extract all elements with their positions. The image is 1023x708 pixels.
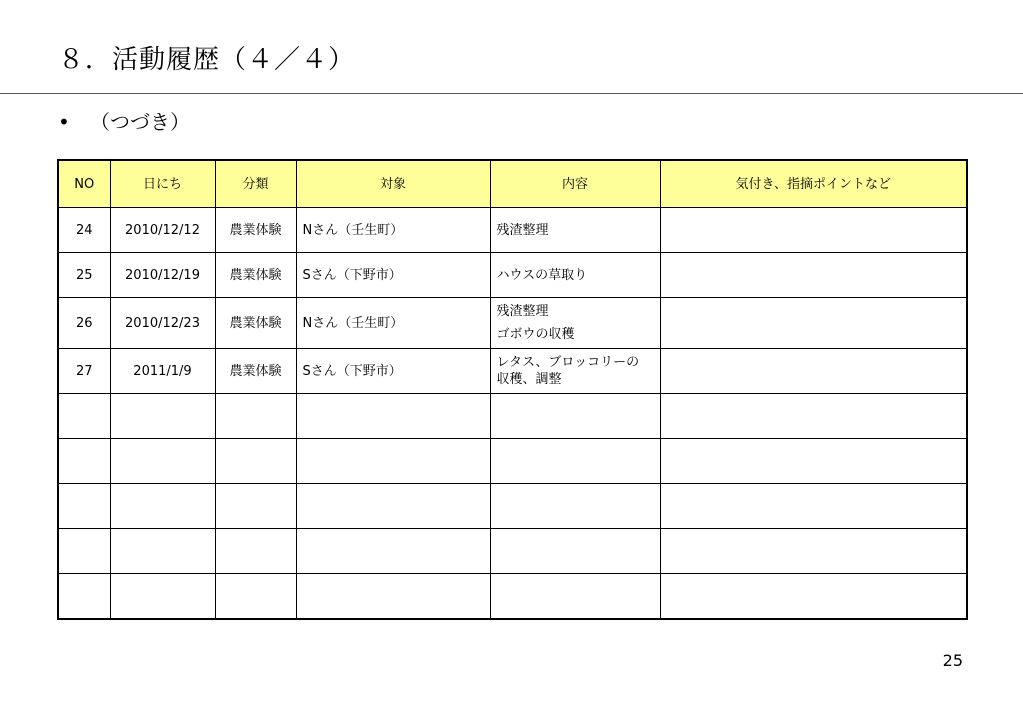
title-divider	[0, 93, 1023, 94]
bullet-item	[58, 108, 190, 136]
empty-table-row	[58, 574, 967, 619]
cell-date: 2011/1/9	[110, 349, 215, 394]
cell-target: Sさん（下野市）	[296, 349, 490, 394]
cell-category: 農業体験	[215, 208, 296, 253]
content-line: 残渣整理	[496, 222, 549, 238]
cell-no: 26	[58, 298, 110, 349]
header-notes: 気付き、指摘ポイントなど	[660, 160, 967, 208]
cell-content	[490, 298, 660, 349]
cell-category: 農業体験	[215, 253, 296, 298]
cell-date: 2010/12/19	[110, 253, 215, 298]
cell-no: 24	[58, 208, 110, 253]
empty-table-row	[58, 439, 967, 484]
content-line: 残渣整理	[496, 304, 549, 319]
cell-target: Nさん（壬生町）	[296, 298, 490, 349]
bullet-text: （つづき）	[90, 110, 190, 134]
cell-notes	[660, 349, 967, 394]
cell-target: Nさん（壬生町）	[296, 208, 490, 253]
table-row	[58, 349, 967, 394]
bullet-marker: •	[58, 110, 70, 134]
content-line: ハウスの草取り	[496, 267, 588, 283]
content-line: ゴボウの収穫	[496, 327, 575, 342]
content-line: 収穫、調整	[496, 372, 562, 387]
cell-notes	[660, 253, 967, 298]
cell-category: 農業体験	[215, 298, 296, 349]
empty-table-row	[58, 484, 967, 529]
header-date: 日にち	[110, 160, 215, 208]
cell-notes	[660, 298, 967, 349]
content-line: レタス、ブロッコリーの	[496, 355, 640, 370]
header-category: 分類	[215, 160, 296, 208]
table-row	[58, 253, 967, 298]
empty-table-row	[58, 394, 967, 439]
cell-content	[490, 253, 660, 298]
cell-no: 27	[58, 349, 110, 394]
cell-content	[490, 208, 660, 253]
empty-table-row	[58, 529, 967, 574]
cell-date: 2010/12/12	[110, 208, 215, 253]
cell-content	[490, 349, 660, 394]
header-no: NO	[58, 160, 110, 208]
table-row	[58, 298, 967, 349]
slide-title: ８．活動履歴（４／４）	[58, 45, 356, 75]
table-row	[58, 208, 967, 253]
cell-category: 農業体験	[215, 349, 296, 394]
header-target: 対象	[296, 160, 490, 208]
cell-date: 2010/12/23	[110, 298, 215, 349]
table-header-row	[58, 160, 967, 208]
activity-history-table	[57, 159, 968, 620]
cell-notes	[660, 208, 967, 253]
page-number: 25	[942, 651, 963, 670]
cell-no: 25	[58, 253, 110, 298]
cell-target: Sさん（下野市）	[296, 253, 490, 298]
header-content: 内容	[490, 160, 660, 208]
